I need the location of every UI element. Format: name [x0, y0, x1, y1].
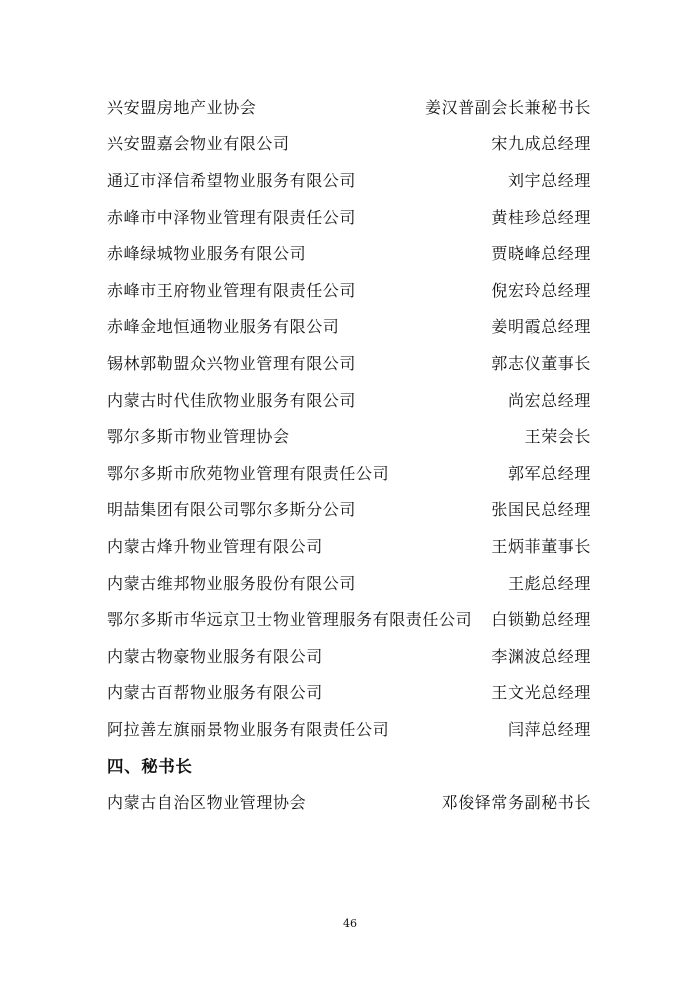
- person-title: 王炳菲董事长: [491, 536, 591, 556]
- list-item: [107, 308, 591, 345]
- organization-name: 赤峰市王府物业管理有限责任公司: [107, 280, 357, 300]
- organization-name: 赤峰绿城物业服务有限公司: [107, 244, 307, 264]
- person-title: 郭志仪董事长: [491, 353, 591, 373]
- person-title: 郭军总经理: [507, 463, 591, 483]
- organization-name: 通辽市泽信希望物业服务有限公司: [107, 170, 357, 190]
- person-title: 邓俊铎常务副秘书长: [441, 793, 591, 813]
- organization-name: 内蒙古时代佳欣物业服务有限公司: [107, 390, 357, 410]
- list-item: [107, 417, 591, 454]
- list-item: [107, 198, 591, 235]
- person-title: 张国民总经理: [491, 500, 591, 520]
- list-item: [107, 783, 591, 820]
- person-title: 尚宏总经理: [507, 390, 591, 410]
- list-item: [107, 271, 591, 308]
- page-number: 46: [343, 917, 357, 930]
- organization-name: 赤峰市中泽物业管理有限责任公司: [107, 207, 357, 227]
- list-item: [107, 234, 591, 271]
- person-title: 闫萍总经理: [507, 719, 591, 739]
- list-item: [107, 564, 591, 601]
- organization-name: 内蒙古百帮物业服务有限公司: [107, 683, 323, 703]
- list-item: [107, 161, 591, 198]
- person-title: 黄桂珍总经理: [491, 207, 591, 227]
- list-item: [107, 637, 591, 674]
- person-title: 王文光总经理: [491, 683, 591, 703]
- organization-name: 鄂尔多斯市华远京卫士物业管理服务有限责任公司: [107, 610, 473, 630]
- list-item: [107, 381, 591, 418]
- list-item: [107, 491, 591, 528]
- list-item: [107, 88, 591, 125]
- list-item: [107, 454, 591, 491]
- person-title: 白锁勤总经理: [491, 610, 591, 630]
- organization-name: 鄂尔多斯市物业管理协会: [107, 427, 290, 447]
- member-list: [107, 88, 591, 820]
- list-item: [107, 600, 591, 637]
- organization-name: 内蒙古物豪物业服务有限公司: [107, 646, 323, 666]
- organization-name: 兴安盟房地产业协会: [107, 97, 257, 117]
- list-item: [107, 674, 591, 711]
- list-item: [107, 125, 591, 162]
- person-title: 贾晓峰总经理: [491, 244, 591, 264]
- organization-name: 内蒙古自治区物业管理协会: [107, 793, 307, 813]
- person-title: 刘宇总经理: [507, 170, 591, 190]
- organization-name: 赤峰金地恒通物业服务有限公司: [107, 317, 340, 337]
- organization-name: 内蒙古维邦物业服务股份有限公司: [107, 573, 357, 593]
- organization-name: 鄂尔多斯市欣苑物业管理有限责任公司: [107, 463, 390, 483]
- list-item: [107, 344, 591, 381]
- person-title: 倪宏玲总经理: [491, 280, 591, 300]
- list-item: [107, 710, 591, 747]
- list-item: [107, 527, 591, 564]
- person-title: 姜汉普副会长兼秘书长: [424, 97, 591, 117]
- organization-name: 锡林郭勒盟众兴物业管理有限公司: [107, 353, 357, 373]
- organization-name: 阿拉善左旗丽景物业服务有限责任公司: [107, 719, 390, 739]
- organization-name: 明喆集团有限公司鄂尔多斯分公司: [107, 500, 357, 520]
- person-title: 宋九成总经理: [491, 134, 591, 154]
- organization-name: 兴安盟嘉会物业有限公司: [107, 134, 290, 154]
- organization-name: 内蒙古烽升物业管理有限公司: [107, 536, 323, 556]
- person-title: 王荣会长: [524, 427, 591, 447]
- person-title: 王彪总经理: [507, 573, 591, 593]
- section-heading: 四、秘书长: [107, 756, 193, 776]
- person-title: 李渊波总经理: [491, 646, 591, 666]
- person-title: 姜明霞总经理: [491, 317, 591, 337]
